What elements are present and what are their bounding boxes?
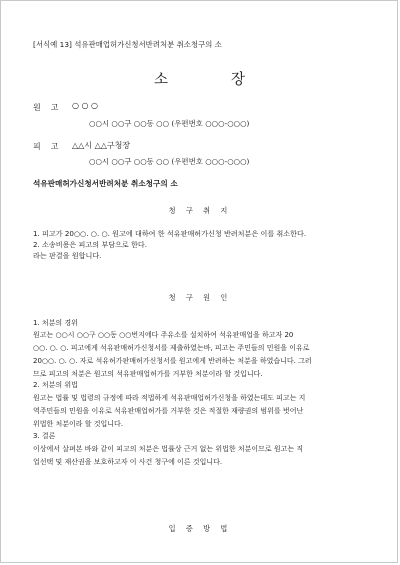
claim-line: 라는 판결을 원합니다. bbox=[33, 251, 102, 260]
cause-line: 1. 처분의 경위 bbox=[33, 319, 78, 327]
cause-line: ○○. ○. ○. 피고에게 석유판매허가신청서를 제출하였는바, 피고는 주민들의 민원을 이유로 bbox=[33, 344, 310, 352]
cause-line: 2. 처분의 위법 bbox=[33, 381, 78, 389]
cause-line: 역주민들의 민원을 이유로 석유판매업허가를 거부한 것은 적절한 재량권의 범위를 벗어난 bbox=[33, 407, 304, 415]
proof-heading: 입 증 방 법 bbox=[168, 524, 232, 533]
defendant-address: ○○시 ○○구 ○○동 ○○ (우편번호 ○○○-○○○) bbox=[89, 157, 250, 166]
plaintiff-name: ○ ○ ○ bbox=[72, 101, 99, 110]
cause-heading: 청 구 원 인 bbox=[168, 293, 232, 302]
claim-line: 1. 피고가 20○○. ○. ○. 원고에 대하여 한 석유판매허가신청 반려처분은 이를 취소한다. bbox=[33, 229, 307, 238]
plaintiff-label: 원고 bbox=[33, 103, 69, 112]
claim-heading: 청 구 취 지 bbox=[168, 206, 232, 215]
defendant-label: 피고 bbox=[33, 142, 69, 151]
cause-line: 20○○. ○. ○. 자로 석유허가판매허가신청서를 원고에게 반려하는 처분을 하였습니다. 그러 bbox=[33, 357, 312, 365]
title-right-char: 장 bbox=[231, 72, 247, 88]
cause-line: 므로 피고의 처분은 원고의 석유판매업허가를 거부한 처분이라 할 것입니다. bbox=[33, 370, 263, 378]
case-title: 석유판매허가신청서반려처분 취소청구의 소 bbox=[33, 179, 178, 188]
cause-line: 3. 결론 bbox=[33, 432, 56, 440]
claim-body bbox=[33, 228, 306, 261]
form-number: [서식예 13] 석유판매업허가신청서반려처분 취소청구의 소 bbox=[33, 40, 222, 49]
document-title bbox=[0, 68, 400, 89]
cause-line: 위법한 처분이라 할 것입니다. bbox=[33, 420, 124, 428]
cause-line: 원고는 ○○시 ○○구 ○○동 ○○번지에다 주유소를 설치하여 석유판매업을 하고자 20 bbox=[33, 331, 294, 339]
cause-line: 원고는 법률 및 법령의 규정에 따라 적법하게 석유판매업허가신청을 하였는데도 피고는 지 bbox=[33, 394, 306, 402]
title-left-char: 소 bbox=[153, 72, 169, 88]
plaintiff-address: ○○시 ○○구 ○○동 ○○ (우편번호 ○○○-○○○) bbox=[89, 119, 250, 128]
cause-line: 이상에서 살펴본 바와 같이 피고의 처분은 법률상 근거 없는 위법한 처분이므로 원고는 직 bbox=[33, 445, 304, 453]
defendant-name: △△시 △△구청장 bbox=[72, 141, 131, 150]
claim-line: 2. 소송비용은 피고의 부담으로 한다. bbox=[33, 240, 147, 249]
cause-line: 업선택 및 재산권을 보호하고자 이 사건 청구에 이른 것입니다. bbox=[33, 458, 223, 466]
